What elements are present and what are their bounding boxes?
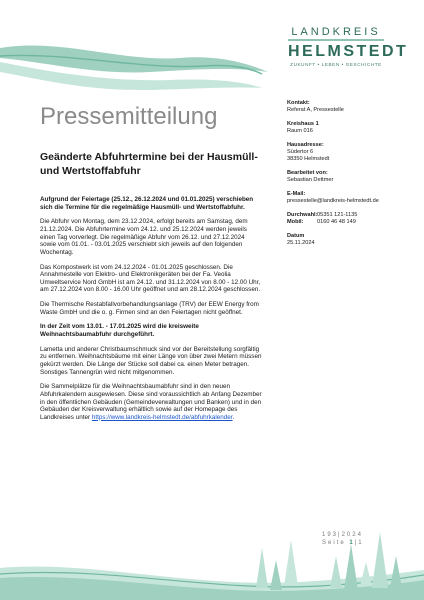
logo-line2: HELMSTEDT [288, 43, 409, 60]
address-label: Hausadresse: [287, 142, 324, 148]
date-block [287, 233, 397, 247]
editor-value: Sebastian Dettmer [287, 177, 334, 184]
contact-value: Referat A, Pressestelle [287, 107, 344, 114]
page-total: 1 [358, 540, 364, 546]
page-footer [322, 531, 382, 547]
mobile-row [287, 219, 397, 226]
press-heading: Geänderte Abfuhrtermine bei der Hausmüll- und Wertstoffabfuhr [40, 151, 258, 177]
building-label: Kreishaus 1 [287, 121, 319, 127]
paragraph-6-text: Die Sammelplätze für die Weihnachtsbaumabfuhr sind in den neuen Abfuhrkalendern ausgewiesen. Diese sind voraussichtlich ab Anfang Dezember in den öffentlichen Gebäuden (Gemeindeverwaltungen und Banken) und in den Gebäuden der Kreisverwaltung erhältlich sowie auf der Homepage des Landkreises unter [40, 383, 262, 421]
paragraph-4: In der Zeit vom 13.01. - 17.01.2025 wird die kreisweite Weihnachtsbaumabfuhr durchgeführt. [40, 323, 199, 339]
doc-number: 193|2024 [322, 532, 363, 538]
building-value: Raum 016 [287, 128, 313, 135]
abfuhrkalender-link[interactable]: https://www.landkreis-helmstedt.de/abfuhrkalender [91, 413, 233, 421]
paragraph-2: Das Kompostwerk ist vom 24.12.2024 - 01.01.2025 geschlossen. Die Annahmestelle von Elektro- und Elektronikgeräten bei der Fa. Veolia Umweltservice Nord GmbH ist am 24.12. und 31.12.2024 von 8.00 - 12.00 Uhr, am 27.12.2024 von 8.00 - 16.00 Uhr geöffnet und am 28.12.2024 geschlossen. [40, 263, 261, 294]
building-block [287, 121, 397, 135]
contact-sidebar [287, 100, 397, 254]
intro-paragraph: Aufgrund der Feiertage (25.12., 26.12.2024 und 01.01.2025) verschieben sich die Termine für die regelmäßige Hausmüll- und Wertstoffabfuhr. [40, 196, 254, 211]
address-line1: Südertor 6 [287, 149, 314, 156]
phone-label: Durchwahl: [287, 212, 318, 219]
phone-value: 05351 121-1135 [317, 212, 358, 219]
logo-divider [288, 39, 384, 41]
paragraph-6-end: . [232, 413, 235, 421]
logo-tagline: ZUKUNFT • LEBEN • GESCHICHTE [290, 62, 382, 67]
paragraph-5: Lametta und anderer Christbaumschmuck sind vor der Bereitstellung sorgfältig zu entfernen. Weihnachtsbäume mit einer Länge von über zwei Metern müssen gekürzt werden. Die Länge der Stücke soll dabei ca. einen Meter betragen. Sonstiges Tannengrün wird nicht mitgenommen. [40, 345, 262, 376]
mobile-value: 0160 46 48 149 [317, 219, 356, 226]
landkreis-logo [288, 26, 409, 68]
phone-row [287, 212, 397, 219]
email-value[interactable]: pressestelle@landkreis-helmstedt.de [287, 198, 379, 205]
paragraph-1: Die Abfuhr von Montag, dem 23.12.2024, erfolgt bereits am Samstag, dem 21.12.2024. Die Abfuhrtermine vom 24.12. und 25.12.2024 werden jeweils einen Tag vorverlegt. Die regelmäßige Abfuhr vom 26.12. und 27.12.2024 sowie vom 01.01. - 03.01.2025 verschiebt sich jeweils auf den folgenden Wochentag. [40, 218, 248, 256]
page-current: 1 [349, 540, 355, 546]
email-block [287, 191, 397, 205]
logo-line1: LANDKREIS [291, 26, 381, 38]
press-body [40, 196, 262, 429]
contact-block [287, 100, 397, 114]
editor-label: Bearbeitet von: [287, 170, 328, 177]
date-label: Datum [287, 233, 305, 240]
page-prefix: Seite [322, 540, 350, 546]
address-block [287, 142, 397, 164]
contact-label: Kontakt: [287, 100, 310, 106]
top-swoosh [0, 46, 268, 73]
editor-block [287, 170, 397, 184]
date-value: 25.11.2024 [287, 240, 315, 247]
email-label: E-Mail: [287, 191, 306, 198]
address-line2: 38350 Helmstedt [287, 156, 330, 163]
paragraph-6 [40, 383, 262, 421]
page-separator: | [354, 540, 359, 546]
page-indicator [322, 539, 382, 547]
paragraph-3: Die Thermische Restabfallvorbehandlungsanlage (TRV) der EEW Energy from Waste GmbH und die o. g. Firmen sind an den Feiertagen nicht geöffnet. [40, 301, 259, 316]
document-title: Pressemitteilung [40, 103, 218, 130]
phone-block [287, 212, 397, 226]
mobile-label: Mobil: [287, 219, 304, 226]
